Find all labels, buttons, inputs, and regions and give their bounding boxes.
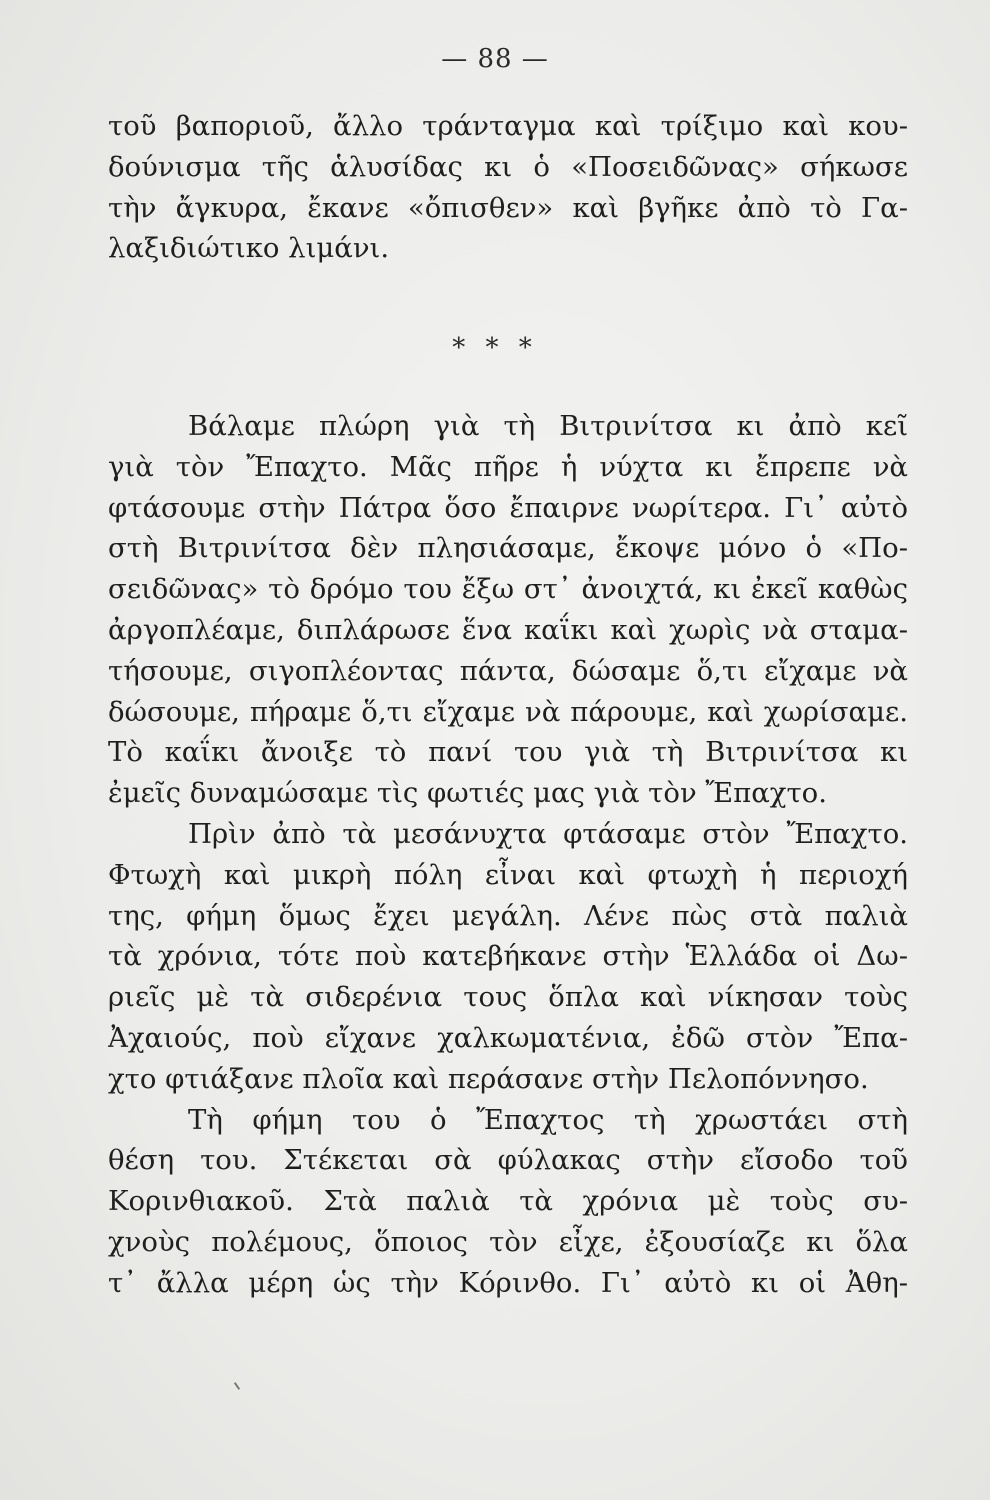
text-line: τ᾿ ἄλλα μέρη ὡς τὴν Κόρινθο. Γι᾿ αὐτὸ κι οἱ Ἀθη- [108, 1266, 908, 1299]
text-line: τὰ χρόνια, τότε ποὺ κατεβήκανε στὴν Ἑλλάδα οἱ Δω- [108, 940, 908, 973]
text-line: ἀργοπλέαμε, διπλάρωσε ἕνα καΐκι καὶ χωρὶς νὰ σταμα- [108, 613, 908, 646]
ink-speck [234, 1382, 240, 1390]
text-line: Τὴ φήμη του ὁ Ἔπαχτος τὴ χρωστάει στὴ [188, 1103, 908, 1136]
text-line: γιὰ τὸν Ἔπαχτο. Μᾶς πῆρε ἡ νύχτα κι ἔπρεπε νὰ [108, 450, 908, 483]
text-line: Βάλαμε πλώρη γιὰ τὴ Βιτρινίτσα κι ἀπὸ κεῖ [188, 410, 908, 442]
text-line: δώσουμε, πήραμε ὅ,τι εἴχαμε νὰ πάρουμε, καὶ χωρίσαμε. [108, 695, 908, 728]
text-line: στὴ Βιτρινίτσα δὲν πλησιάσαμε, ἔκοψε μόνο ὁ «Πο- [108, 532, 908, 565]
text-line: σειδῶνας» τὸ δρόμο του ἔξω στ᾿ ἀνοιχτά, κι ἐκεῖ καθὼς [108, 573, 908, 606]
text-line: ριεῖς μὲ τὰ σιδερένια τους ὅπλα καὶ νίκησαν τοὺς [108, 981, 908, 1014]
text-line: τήσουμε, σιγοπλέοντας πάντα, δώσαμε ὅ,τι εἴχαμε νὰ [108, 654, 908, 687]
text-line: ἐμεῖς δυναμώσαμε τὶς φωτιές μας γιὰ τὸν Ἔπαχτο. [108, 777, 827, 810]
text-line: χνοὺς πολέμους, ὅποιος τὸν εἶχε, ἐξουσίαζε κι ὅλα [108, 1225, 908, 1258]
text-line: φτάσουμε στὴν Πάτρα ὅσο ἔπαιρνε νωρίτερα. Γι᾿ αὐτὸ [108, 491, 908, 524]
paragraph-1 [108, 106, 908, 269]
text-line: της, φήμη ὅμως ἔχει μεγάλη. Λένε πὼς στὰ παλιὰ [108, 899, 908, 932]
page-number: — 88 — [441, 44, 549, 74]
text-line: τὴν ἄγκυρα, ἔκανε «ὄπισθεν» καὶ βγῆκε ἀπὸ τὸ Γα- [108, 191, 908, 224]
body-text [108, 406, 908, 1304]
section-separator: * * * [452, 333, 538, 363]
text-line: Κορινθιακοῦ. Στὰ παλιὰ τὰ χρόνια μὲ τοὺς συ- [108, 1185, 908, 1218]
text-line: τοῦ βαποριοῦ, ἄλλο τράνταγμα καὶ τρίξιμο καὶ κου- [108, 110, 908, 142]
text-line: δούνισμα τῆς ἁλυσίδας κι ὁ «Ποσειδῶνας» σήκωσε [108, 150, 908, 183]
text-line: θέση του. Στέκεται σὰ φύλακας στὴν εἴσοδο τοῦ [108, 1144, 908, 1177]
text-line: Πρὶν ἀπὸ τὰ μεσάνυχτα φτάσαμε στὸν Ἔπαχτο. [188, 817, 908, 850]
text-line: χτο φτιάξανε πλοῖα καὶ περάσανε στὴν Πελοπόννησο. [108, 1062, 869, 1095]
text-line: Ἀχαιούς, ποὺ εἴχανε χαλκωματένια, ἐδῶ στὸν Ἔπα- [108, 1021, 908, 1054]
text-line: λαξιδιώτικο λιμάνι. [108, 232, 390, 265]
text-line: Τὸ καΐκι ἄνοιξε τὸ πανί του γιὰ τὴ Βιτρινίτσα κι [108, 736, 908, 769]
text-line: Φτωχὴ καὶ μικρὴ πόλη εἶναι καὶ φτωχὴ ἡ περιοχή [108, 858, 908, 891]
